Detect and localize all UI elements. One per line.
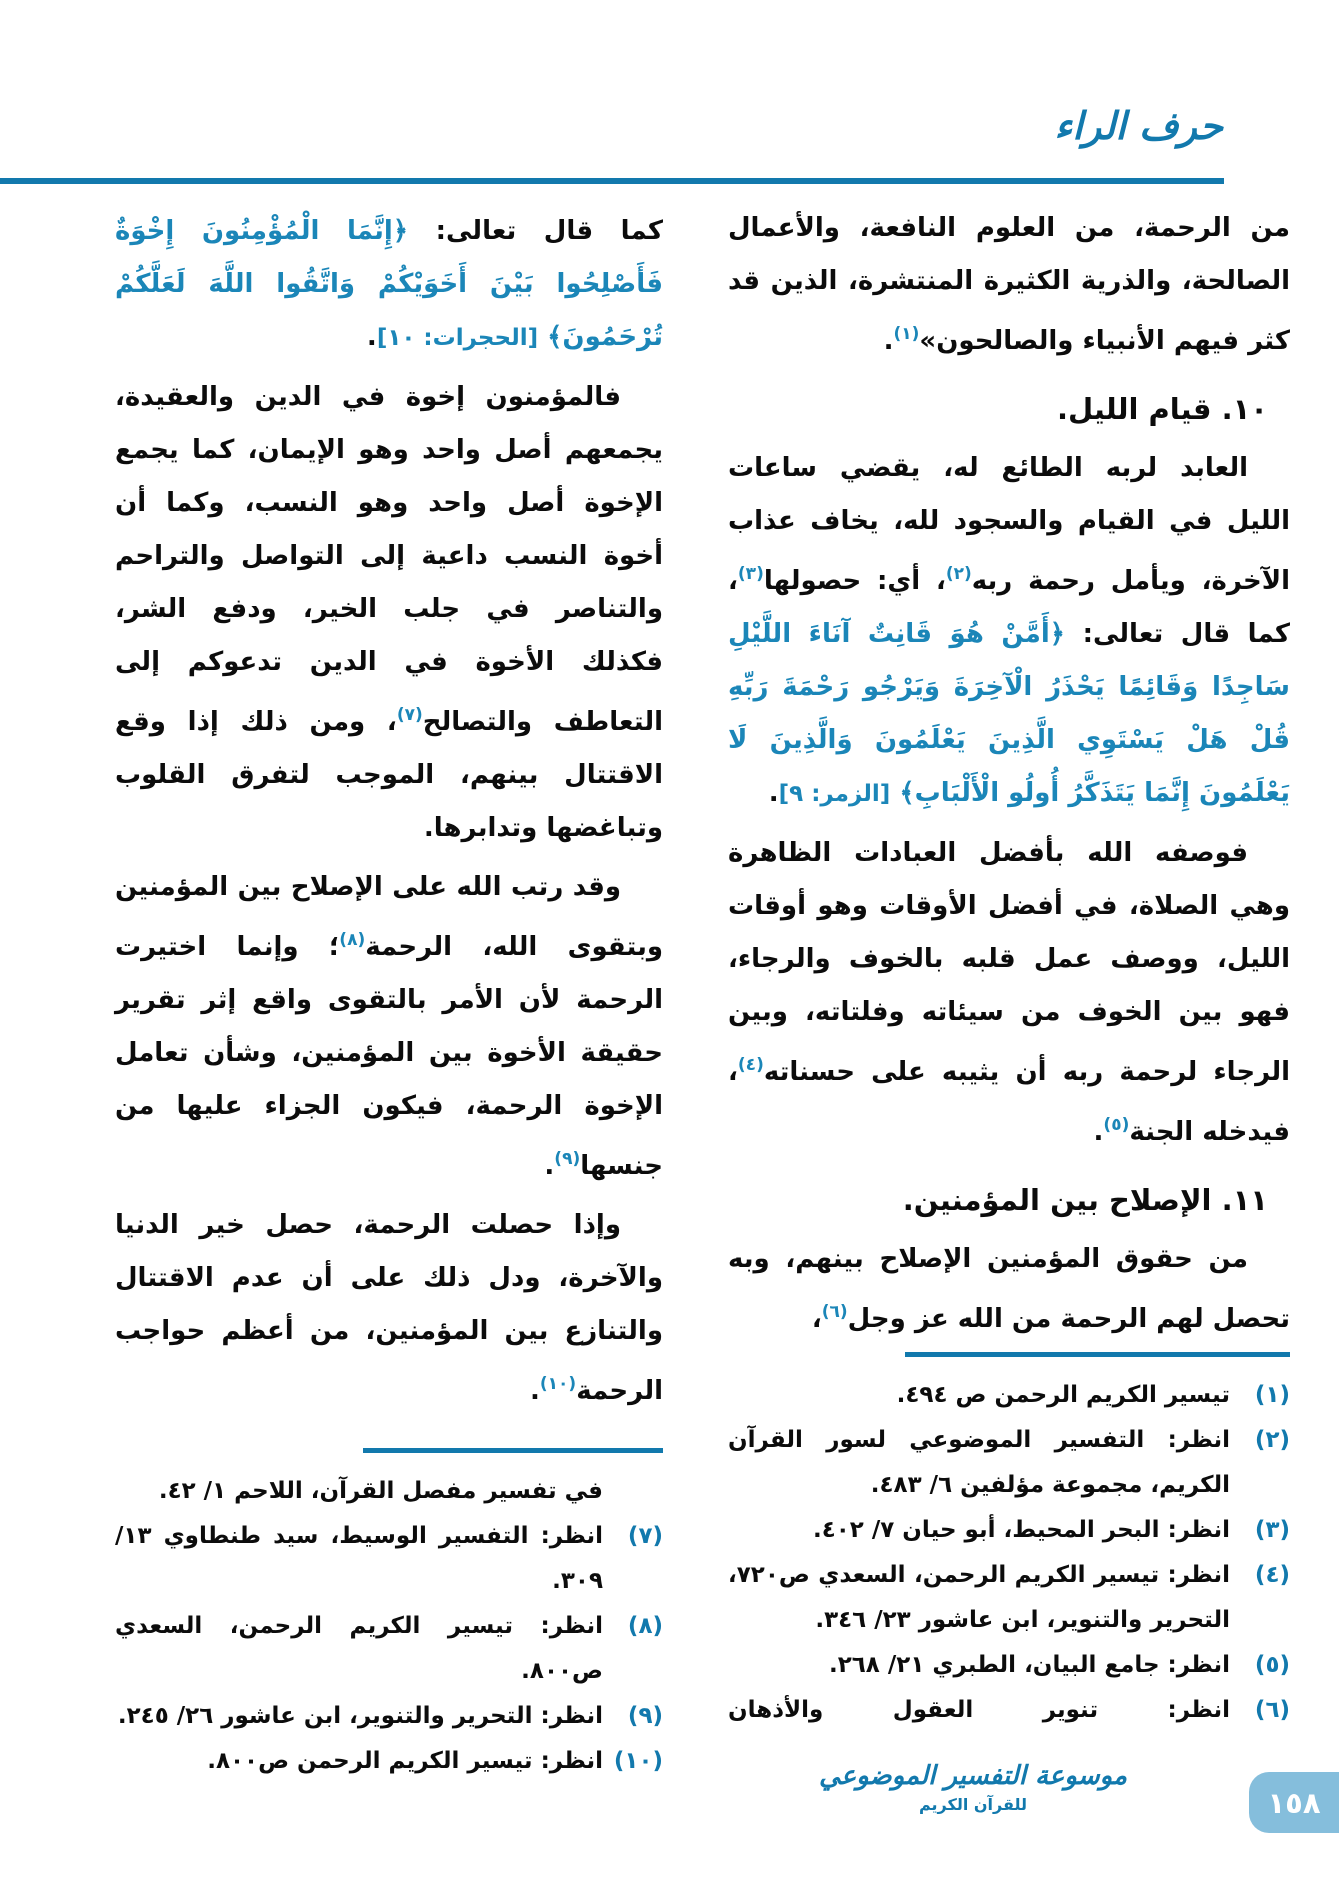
footnote-ref-6: (٦): [821, 1302, 848, 1322]
paragraph: [115, 205, 663, 365]
text-run: فالمؤمنون إخوة في الدين والعقيدة، يجمعهم أصل واحد وهو الإيمان، كما يجمع الإخوة أصل واحد وهو النسب، وكما أن أخوة النسب داعية إلى التواصل والتراحم والتناصر في جلب الخير، ودفع الشر، فكذلك الأخوة في الدين تدعوكم إلى التعاطف والتصالح: [115, 382, 663, 737]
text-run: .: [1093, 1117, 1104, 1147]
footnotes-right: [728, 1352, 1290, 1733]
text-run: فوصفه الله بأفضل العبادات الظاهرة وهي الصلاة، في أفضل الأوقات وهو أوقات الليل، ووصف عمل قلبه بالخوف والرجاء، فهو بين الخوف من سيئاته وفلتاته، وبين الرجاء لرحمة ربه أن يثيبه على حسناته: [728, 838, 1290, 1087]
footnote-ref-5: (٥): [1103, 1115, 1130, 1135]
footnote-number: (١): [1254, 1382, 1290, 1408]
footnote-item: [728, 1643, 1290, 1688]
footnote-number: (٥): [1254, 1652, 1290, 1678]
text-run: ، ومن ذلك إذا وقع الاقتتال بينهم، الموجب لتفرق القلوب وتباغضها وتدابرها.: [115, 707, 663, 843]
text-run: من حقوق المؤمنين الإصلاح بينهم، وبه تحصل لهم الرحمة من الله عز وجل: [728, 1244, 1290, 1334]
footnote-ref-3: (٣): [737, 564, 764, 584]
footnote-ref-1: (١): [893, 324, 920, 344]
column-left: [115, 205, 663, 1424]
quran-verse-zumar: ﴿أَمَّنْ هُوَ قَانِتٌ آنَاءَ اللَّيْلِ سَاجِدًا وَقَائِمًا يَحْذَرُ الْآخِرَةَ وَيَرْجُو رَحْمَةَ رَبِّهِ قُلْ هَلْ يَسْتَوِي الَّذِينَ يَعْلَمُونَ وَالَّذِينَ لَا يَعْلَمُونَ إِنَّمَا يَتَذَكَّرُ أُولُو الْأَلْبَابِ﴾: [728, 619, 1290, 808]
paragraph: [115, 371, 663, 855]
paragraph: [728, 827, 1290, 1159]
footnote-text: انظر: تيسير الكريم الرحمن، السعدي ص٧٢٠، التحرير والتنوير، ابن عاشور ٢٣/ ٣٤٦.: [728, 1562, 1230, 1633]
footnote-text: انظر: تيسير الكريم الرحمن ص٨٠٠.: [207, 1748, 603, 1774]
publisher-logo-subtitle: للقرآن الكريم: [919, 1794, 1028, 1814]
footnote-text: في تفسير مفصل القرآن، اللاحم ١/ ٤٢.: [158, 1478, 603, 1504]
text-run: .: [366, 322, 377, 352]
footnote-text: انظر: تيسير الكريم الرحمن، السعدي ص٨٠٠.: [115, 1613, 603, 1684]
footnote-number: (٢): [1254, 1427, 1290, 1453]
paragraph: [728, 202, 1290, 368]
footnote-number: (٤): [1254, 1562, 1290, 1588]
text-run: كما قال تعالى:: [408, 216, 663, 246]
text-run: ، فيدخله الجنة: [728, 1057, 1290, 1147]
footnote-number: (٩): [627, 1703, 663, 1729]
footnote-item: [728, 1688, 1290, 1733]
text-run: ، أي: حصولها: [763, 566, 946, 596]
text-run: ؛ وإنما اختيرت الرحمة لأن الأمر بالتقوى واقع إثر تقرير حقيقة الأخوة بين المؤمنين، وشأن تعامل الإخوة الرحمة، فيكون الجزاء عليها من جنسها: [115, 932, 663, 1181]
paragraph: [728, 1233, 1290, 1346]
footnote-ref-4: (٤): [737, 1055, 764, 1075]
text-run: وإذا حصلت الرحمة، حصل خير الدنيا والآخرة، ودل ذلك على أن عدم الاقتتال والتنازع بين المؤمنين، من أعظم حواجب الرحمة: [115, 1210, 663, 1406]
verse-citation-hujurat: [الحجرات: ١٠]: [376, 325, 539, 351]
footnote-separator: [363, 1448, 663, 1453]
quran-verse-hujurat: ﴿إِنَّمَا الْمُؤْمِنُونَ إِخْوَةٌ فَأَصْلِحُوا بَيْنَ أَخَوَيْكُمْ وَاتَّقُوا اللَّهَ لَعَلَّكُمْ تُرْحَمُونَ﴾: [115, 216, 663, 352]
footnote-text: انظر: التفسير الوسيط، سيد طنطاوي ١٣/ ٣٠٩.: [115, 1523, 603, 1594]
text-run: وقد رتب الله على الإصلاح بين المؤمنين وبتقوى الله، الرحمة: [115, 872, 663, 962]
footnote-text: انظر: البحر المحيط، أبو حيان ٧/ ٤٠٢.: [812, 1517, 1230, 1543]
section-heading-10: ١٠. قيام الليل.: [1057, 392, 1268, 426]
paragraph: [728, 442, 1290, 821]
page-number-badge: ١٥٨: [1249, 1772, 1339, 1833]
paragraph: [115, 1199, 663, 1418]
footnote-number: (٣): [1254, 1517, 1290, 1543]
footnote-text: انظر: التحرير والتنوير، ابن عاشور ٢٦/ ٢٤٥.: [117, 1703, 603, 1729]
footnote-item: [728, 1508, 1290, 1553]
footnote-item: [728, 1373, 1290, 1418]
footnote-item: [728, 1418, 1290, 1508]
paragraph: [115, 861, 663, 1193]
footnote-item: [115, 1739, 663, 1784]
footnote-continuation: [115, 1469, 663, 1514]
footnote-ref-9: (٩): [554, 1149, 581, 1169]
footnote-number: (٧): [627, 1523, 663, 1549]
header-rule: [0, 178, 1224, 184]
footnotes-left: [115, 1448, 663, 1784]
footnote-text: انظر: تنوير العقول والأذهان: [728, 1697, 1230, 1723]
footnote-number: (٦): [1254, 1697, 1290, 1723]
text-run: العابد لربه الطائع له، يقضي ساعات الليل في القيام والسجود لله، يخاف عذاب الآخرة، ويأمل رحمة ربه: [728, 453, 1290, 596]
footnote-number: (٨): [627, 1613, 663, 1639]
footnote-ref-7: (٧): [396, 705, 423, 725]
text-run: .: [768, 778, 779, 808]
text-run: من الرحمة، من العلوم النافعة، والأعمال الصالحة، والذرية الكثيرة المنتشرة، الذين قد كثر فيهم الأنبياء والصالحون»: [728, 213, 1290, 356]
verse-citation-zumar: [الزمر: ٩]: [778, 781, 891, 807]
text-run: .: [544, 1151, 555, 1181]
footnote-ref-10: (١٠): [539, 1374, 577, 1394]
section-heading-11: ١١. الإصلاح بين المؤمنين.: [902, 1183, 1268, 1217]
footnote-ref-2: (٢): [945, 564, 972, 584]
footnote-item: [728, 1553, 1290, 1643]
text-run: ، كما قال تعالى:: [728, 566, 1290, 649]
footnote-separator: [905, 1352, 1290, 1357]
text-run: ،: [811, 1304, 822, 1334]
column-right: [728, 202, 1290, 1352]
publisher-logo: [819, 1760, 1127, 1814]
footnote-text: انظر: التفسير الموضوعي لسور القرآن الكريم، مجموعة مؤلفين ٦/ ٤٨٣.: [728, 1427, 1230, 1498]
publisher-logo-title: موسوعة التفسير الموضوعي: [819, 1761, 1127, 1791]
footnote-text: انظر: جامع البيان، الطبري ٢١/ ٢٦٨.: [828, 1652, 1230, 1678]
text-run: .: [529, 1376, 540, 1406]
footnote-number: (١٠): [613, 1748, 663, 1774]
footnote-text: تيسير الكريم الرحمن ص ٤٩٤.: [896, 1382, 1230, 1408]
footnote-item: [115, 1604, 663, 1694]
chapter-header-title: حرف الراء: [1054, 104, 1223, 148]
footnote-item: [115, 1694, 663, 1739]
text-run: .: [883, 326, 894, 356]
footnote-item: [115, 1514, 663, 1604]
footnote-ref-8: (٨): [339, 930, 366, 950]
